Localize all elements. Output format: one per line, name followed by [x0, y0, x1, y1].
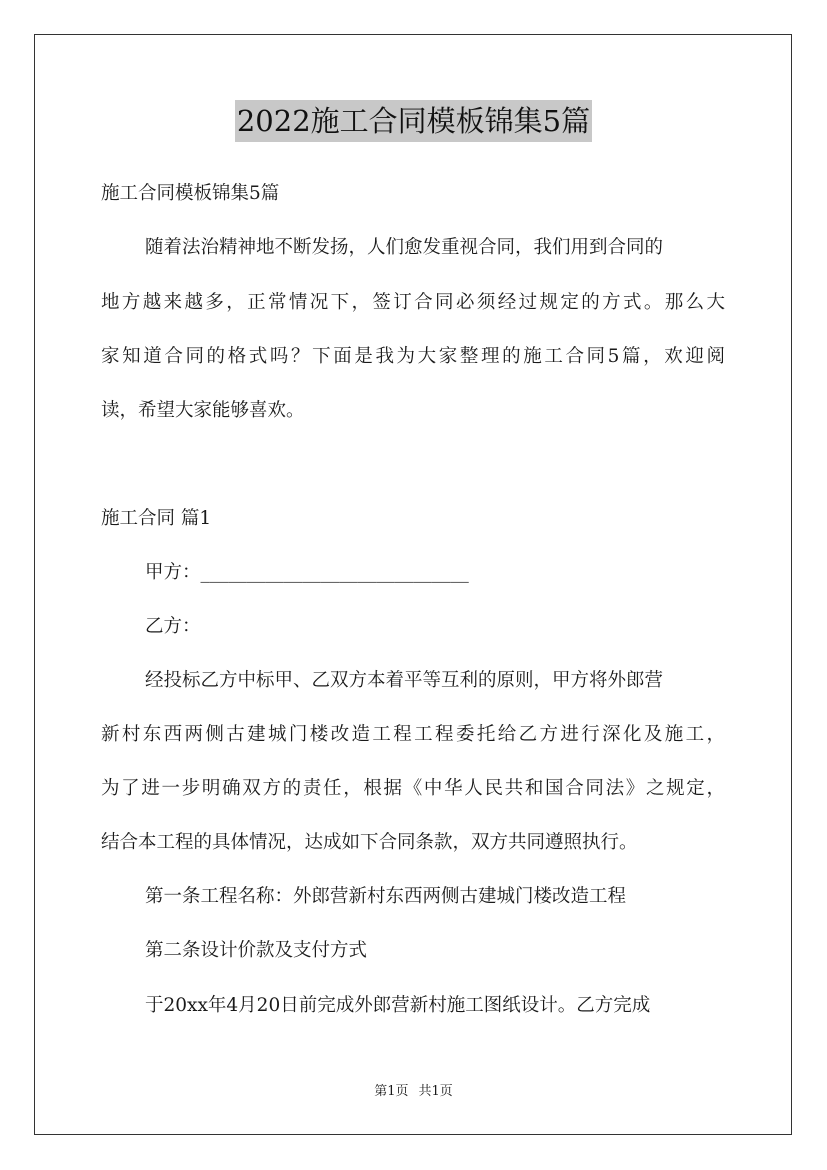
page-footer	[0, 1084, 827, 1100]
article-2-heading: 第二条设计价款及支付方式	[145, 940, 368, 961]
body-line-1: 经投标乙方中标甲、乙双方本着平等互利的原则，甲方将外郎营	[145, 670, 664, 691]
article-1: 第一条工程名称：外郎营新村东西两侧古建城门楼改造工程	[145, 886, 627, 907]
section-heading: 施工合同 篇1	[101, 508, 212, 529]
title-container	[0, 100, 827, 142]
intro-line-2: 地方越来越多，正常情况下，签订合同必须经过规定的方式。那么大	[101, 292, 725, 313]
party-b-line: 乙方：	[145, 616, 201, 637]
body-line-4: 结合本工程的具体情况，达成如下合同条款，双方共同遵照执行。	[101, 832, 638, 853]
body-line-3: 为了进一步明确双方的责任，根据《中华人民共和国合同法》之规定，	[101, 778, 725, 799]
party-a-line: 甲方：_____________________________	[145, 562, 469, 583]
article-2-text: 于20xx年4月20日前完成外郎营新村施工图纸设计。乙方完成	[145, 995, 651, 1016]
intro-line-3: 家知道合同的格式吗？下面是我为大家整理的施工合同5篇，欢迎阅	[101, 346, 725, 367]
intro-line-4: 读，希望大家能够喜欢。	[101, 400, 305, 421]
page-number: 第1页	[374, 1084, 409, 1099]
body-line-2: 新村东西两侧古建城门楼改造工程工程委托给乙方进行深化及施工，	[101, 724, 725, 745]
page-total: 共1页	[418, 1084, 453, 1099]
document-subtitle: 施工合同模板锦集5篇	[101, 183, 280, 204]
intro-line-1: 随着法治精神地不断发扬，人们愈发重视合同，我们用到合同的	[145, 237, 664, 258]
document-title: 2022施工合同模板锦集5篇	[235, 100, 592, 142]
